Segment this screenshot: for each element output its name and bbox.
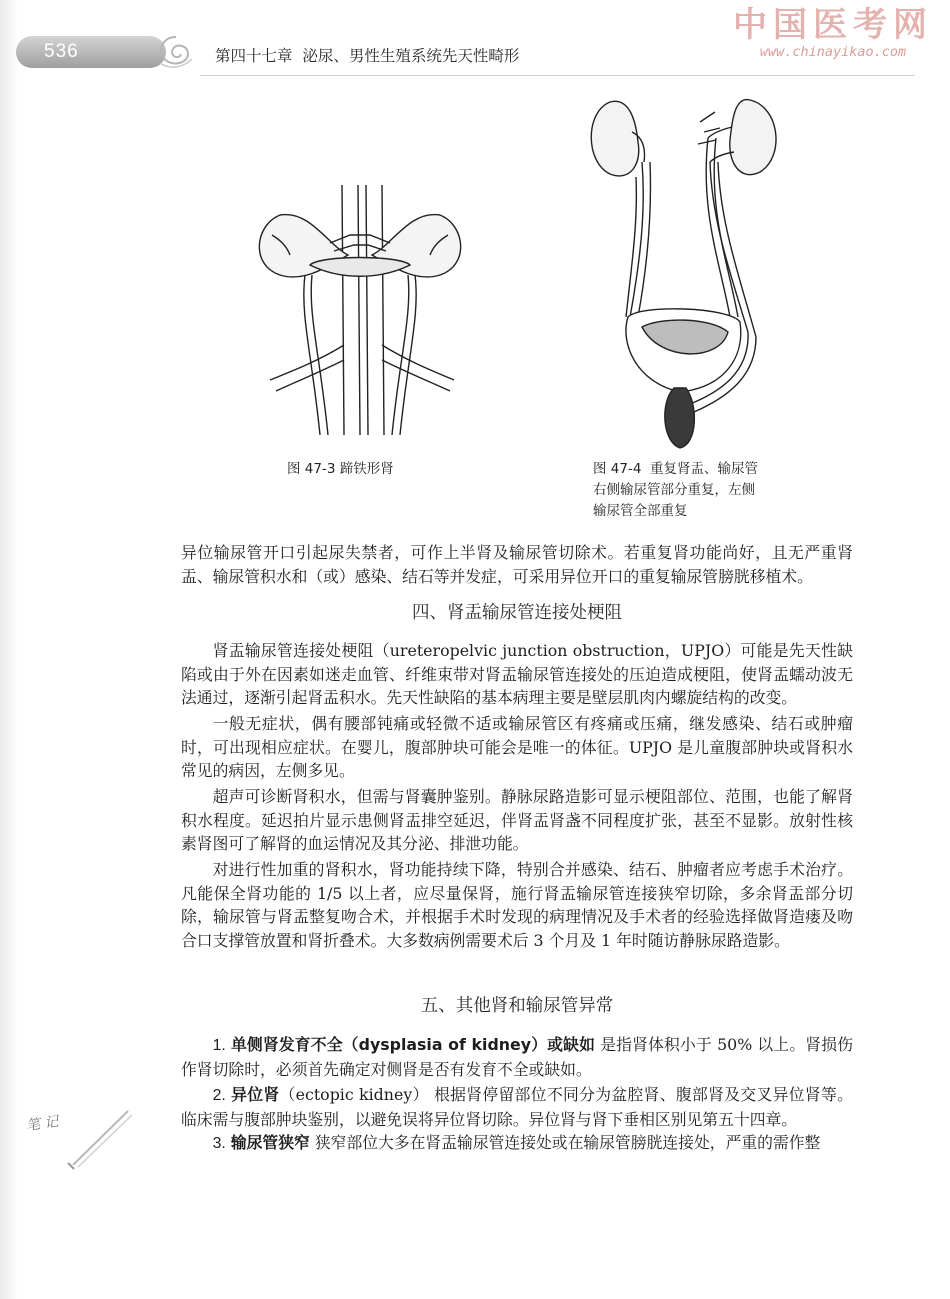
list-item: [181, 1083, 853, 1131]
section-heading-upjo: 四、肾盂输尿管连接处梗阻: [412, 603, 622, 623]
figure-47-4-caption-line: 右侧输尿管部分重复，左侧: [593, 482, 755, 498]
list-item-number: 3.: [212, 1135, 226, 1152]
horseshoe-kidney-illustration: [250, 185, 470, 435]
list-item-number: 2.: [212, 1087, 226, 1104]
watermark-title: 中国医考网: [733, 5, 933, 45]
chapter-title: 第四十七章 泌尿、男性生殖系统先天性畸形: [215, 47, 520, 65]
list-item-text: 根据肾停留部位不同分为盆腔肾、腹部肾及交叉异位肾等。临床需与腹部肿块鉴别，以避免误将异位肾切除。异位肾与肾下垂相区别见第五十四章。: [181, 1085, 853, 1129]
paragraph-ectopic-ureter: 异位输尿管开口引起尿失禁者，可作上半肾及输尿管切除术。若重复肾功能尚好，且无严重肾盂、输尿管积水和（或）感染、结石等并发症，可采用异位开口的重复输尿管膀胱移植术。: [181, 543, 853, 586]
header-divider: [200, 75, 915, 76]
list-item-text: 狭窄部位大多在肾盂输尿管连接处或在输尿管膀胱连接处，严重的需作整: [314, 1133, 821, 1152]
paragraph-upjo-diagnosis: 超声可诊断肾积水，但需与肾囊肿鉴别。静脉尿路造影可显示梗阻部位、范围，也能了解肾积水程度。延迟拍片显示患侧肾盂排空延迟，伴肾盂肾盏不同程度扩张，甚至不显影。放射性核素肾图可了解肾的血运情况及其分泌、排泄功能。: [181, 787, 853, 853]
paragraph-upjo-symptoms: 一般无症状，偶有腰部钝痛或轻微不适或输尿管区有疼痛或压痛，继发感染、结石或肿瘤时，可出现相应症状。在婴儿，腹部肿块可能会是唯一的体征。UPJO 是儿童腹部肿块或肾积水常见的病因，左侧多见。: [181, 714, 853, 780]
figure-47-3-caption: 图 47-3 蹄铁形肾: [287, 461, 394, 477]
notes-label: 笔 记: [25, 1113, 60, 1135]
figure-47-4-caption: [593, 459, 823, 522]
list-item: [181, 1033, 853, 1081]
page-edge-shadow: [0, 0, 18, 1299]
paragraph-upjo-definition: 肾盂输尿管连接处梗阻（ureteropelvic junction obstruction，UPJO）可能是先天性缺陷或由于外在因素如迷走血管、纤维束带对肾盂输尿管连接处的压迫造成梗阻，使肾盂蠕动波无法通过，逐渐引起肾盂积水。先天性缺陷的基本病理主要是壁层肌肉内螺旋结构的改变。: [181, 641, 853, 707]
list-item: [181, 1131, 853, 1156]
swirl-ornament-icon: [156, 33, 196, 71]
list-item-term: 输尿管狭窄: [230, 1133, 310, 1152]
paragraph-upjo-treatment: 对进行性加重的肾积水，肾功能持续下降，特别合并感染、结石、肿瘤者应考虑手术治疗。凡能保全肾功能的 1/5 以上者，应尽量保肾，施行肾盂输尿管连接狭窄切除，多余肾盂部分切除，输尿管与肾盂整复吻合术，并根据手术时发现的病理情况及手术者的经验选择做肾造瘘及吻合口支撑管放置和肾折叠术。大多数病例需要术后 3 个月及 1 年时随访静脉尿路造影。: [181, 860, 853, 950]
list-item-number: 1.: [212, 1037, 226, 1054]
watermark: [720, 6, 946, 60]
list-item-text: 是指肾体积小于 50% 以上。肾损伤作肾切除时，必须首先确定对侧肾是否有发育不全或缺如。: [181, 1035, 853, 1079]
page-number: 536: [16, 36, 166, 68]
figure-47-4-caption-line: 图 47-4 重复肾盂、输尿管: [593, 461, 759, 477]
list-item-term-extra: （ectopic kidney）: [279, 1085, 429, 1104]
duplex-ureter-illustration: [580, 92, 795, 452]
watermark-url: www.chinayikao.com: [759, 44, 907, 60]
figure-47-4-caption-line: 输尿管全部重复: [593, 503, 688, 519]
list-item-term: 异位肾: [231, 1085, 280, 1104]
list-item-term: 单侧肾发育不全（dysplasia of kidney）或缺如: [230, 1035, 596, 1054]
section-heading-other-anomalies: 五、其他肾和输尿管异常: [420, 996, 614, 1016]
